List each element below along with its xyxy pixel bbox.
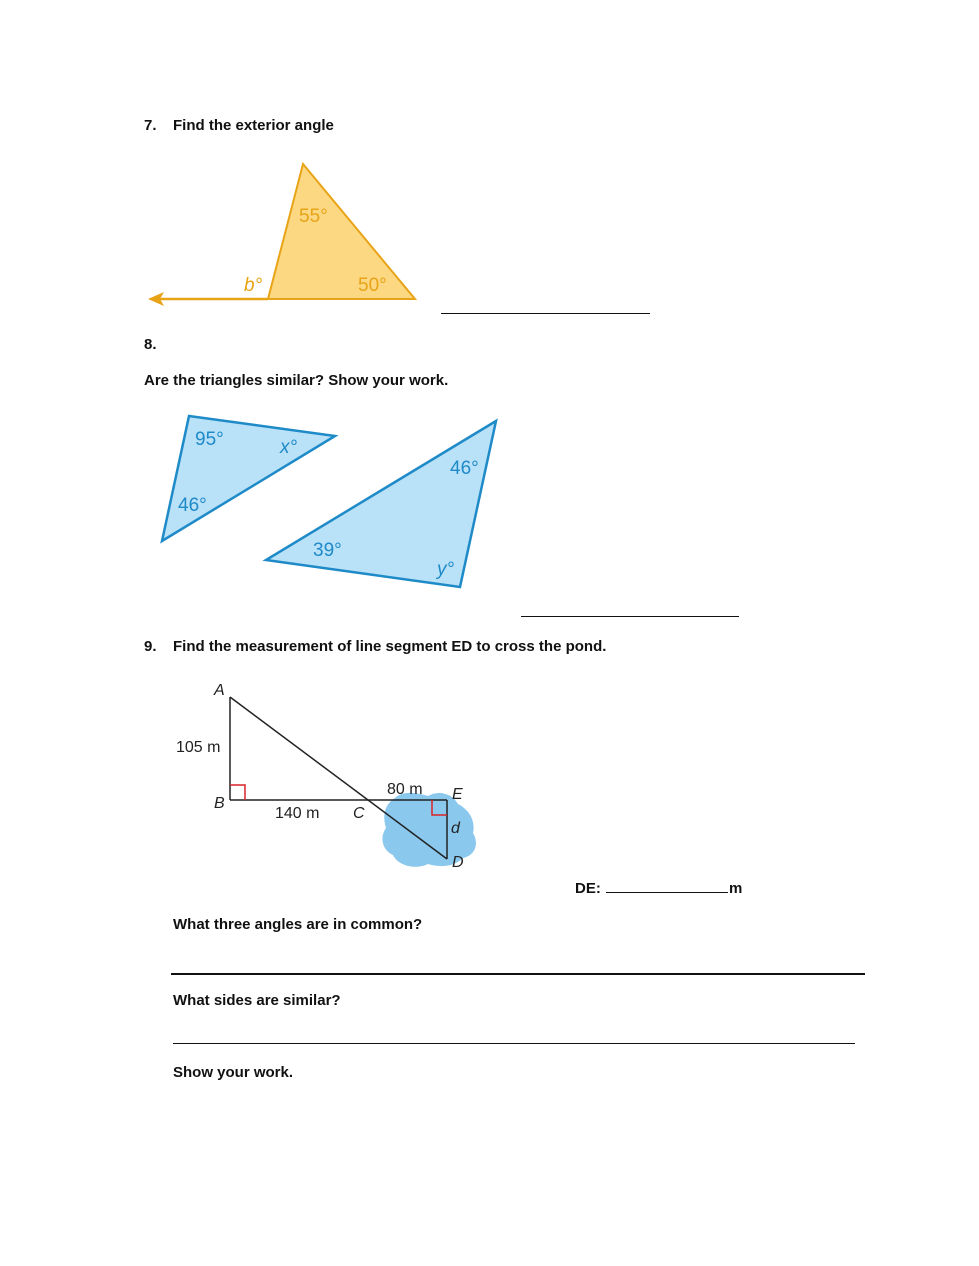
q9-heading	[144, 638, 606, 655]
q8-t2-angle-46: 46°	[450, 458, 479, 479]
q8-t1-angle-95: 95°	[195, 429, 224, 450]
q7-triangle-figure	[140, 155, 430, 310]
q9-length-ab: 105 m	[176, 739, 221, 756]
q8-answer-line[interactable]	[521, 616, 739, 617]
q8-t1-angle-46: 46°	[178, 495, 207, 516]
q8-number: 8.	[144, 336, 157, 353]
q8-t2-angle-y: y°	[437, 559, 455, 580]
q7-heading	[144, 117, 334, 134]
q7-number: 7.	[144, 117, 157, 134]
q8-prompt: Are the triangles similar? Show your work.	[144, 372, 449, 389]
q9-label-b: B	[214, 795, 225, 812]
q9-label-d-length: d	[451, 820, 460, 837]
q9-sides-prompt: What sides are similar?	[173, 992, 341, 1009]
q9-angles-prompt: What three angles are in common?	[173, 916, 423, 933]
q7-triangle	[268, 164, 415, 299]
q9-number: 9.	[144, 638, 157, 655]
q7-angle-55: 55°	[299, 206, 328, 227]
q9-length-ce: 80 m	[387, 781, 423, 798]
q9-prompt: Find the measurement of line segment ED to cross the pond.	[173, 638, 607, 655]
q7-angle-50: 50°	[358, 275, 387, 296]
q7-prompt: Find the exterior angle	[173, 117, 334, 134]
q9-length-bc: 140 m	[275, 805, 320, 822]
q9-answer-label: DE:	[575, 880, 601, 897]
q7-angle-b: b°	[244, 275, 263, 296]
q9-label-d: D	[452, 854, 464, 871]
q9-pond-figure	[170, 675, 490, 875]
q9-angles-answer-line[interactable]	[171, 973, 865, 975]
q9-label-e: E	[452, 786, 463, 803]
q9-segment-ad	[230, 697, 447, 859]
q9-answer-unit: m	[729, 880, 743, 897]
q9-work-prompt: Show your work.	[173, 1064, 294, 1081]
q9-label-a: A	[214, 682, 225, 699]
q8-t2-angle-39: 39°	[313, 540, 342, 561]
q9-answer-row	[575, 880, 742, 897]
q8-triangle-1	[162, 416, 335, 541]
q9-sides-answer-line[interactable]	[173, 1043, 855, 1044]
q9-right-angle-b-icon	[230, 785, 245, 800]
q9-label-c: C	[353, 805, 365, 822]
q8-t1-angle-x: x°	[280, 437, 298, 458]
q7-answer-line[interactable]	[441, 313, 650, 314]
q9-answer-line[interactable]	[606, 880, 728, 893]
q8-triangles-figure	[155, 410, 505, 595]
